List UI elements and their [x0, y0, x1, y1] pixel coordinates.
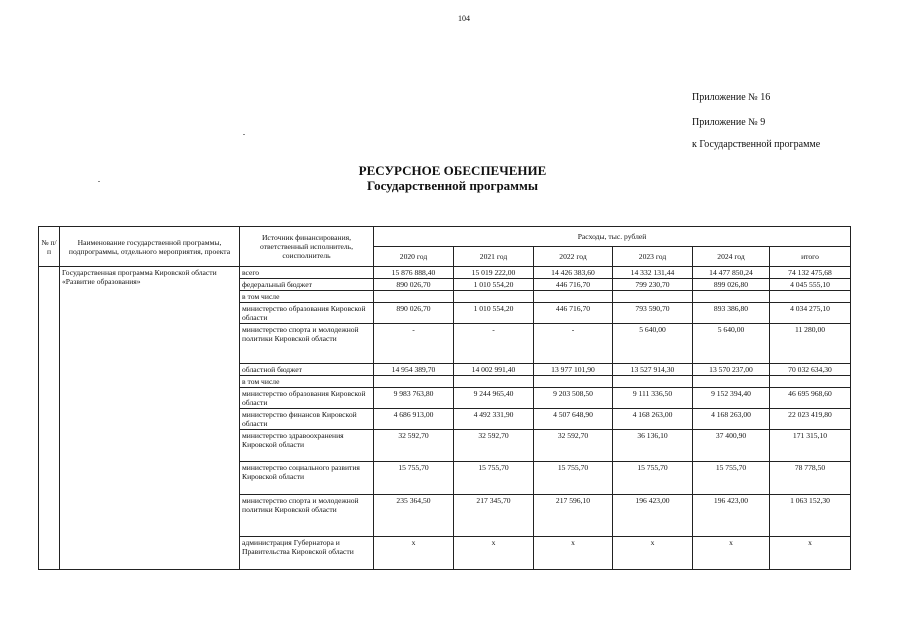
header-source: Источник финансирования, ответственный исполнитель, соисполнитель [240, 227, 374, 267]
total-cell: 46 695 968,60 [770, 388, 851, 409]
value-cell: 15 755,70 [613, 462, 693, 495]
total-cell: 11 280,00 [770, 324, 851, 364]
appendix-line-1: Приложение № 16 [692, 92, 771, 103]
program-name-cell: Государственная программа Кировской области «Развитие образования» [60, 267, 240, 570]
header-year: 2020 год [374, 247, 454, 267]
source-cell: федеральный бюджет [240, 279, 374, 291]
source-cell: министерство спорта и молодежной политики Кировской области [240, 324, 374, 364]
value-cell: 9 152 394,40 [693, 388, 770, 409]
value-cell: 13 527 914,30 [613, 364, 693, 376]
value-cell: х [374, 537, 454, 570]
value-cell: х [693, 537, 770, 570]
value-cell [693, 376, 770, 388]
title-line-1: РЕСУРСНОЕ ОБЕСПЕЧЕНИЕ [358, 163, 547, 178]
value-cell: 9 111 336,50 [613, 388, 693, 409]
value-cell: 15 755,70 [374, 462, 454, 495]
header-year: 2024 год [693, 247, 770, 267]
source-cell: министерство образования Кировской области [240, 303, 374, 324]
value-cell: 13 977 101,90 [534, 364, 613, 376]
header-year: 2023 год [613, 247, 693, 267]
value-cell: 799 230,70 [613, 279, 693, 291]
header-expenses: Расходы, тыс. рублей [374, 227, 851, 247]
value-cell: 196 423,00 [613, 495, 693, 537]
value-cell: 446 716,70 [534, 279, 613, 291]
value-cell: 890 026,70 [374, 303, 454, 324]
value-cell: 14 426 383,60 [534, 267, 613, 279]
value-cell: 9 244 965,40 [454, 388, 534, 409]
value-cell: 217 596,10 [534, 495, 613, 537]
value-cell: 1 010 554,20 [454, 303, 534, 324]
page-number: 104 [458, 14, 470, 23]
value-cell: 15 019 222,00 [454, 267, 534, 279]
document-title [0, 163, 905, 193]
source-cell: всего [240, 267, 374, 279]
source-cell: областной бюджет [240, 364, 374, 376]
value-cell: - [534, 324, 613, 364]
value-cell: 4 168 263,00 [613, 409, 693, 430]
title-line-2: Государственной программы [366, 178, 539, 193]
value-cell: 15 755,70 [693, 462, 770, 495]
total-cell: 4 034 275,10 [770, 303, 851, 324]
value-cell [693, 291, 770, 303]
value-cell [374, 291, 454, 303]
value-cell: 32 592,70 [454, 430, 534, 462]
value-cell: 890 026,70 [374, 279, 454, 291]
value-cell: 5 640,00 [693, 324, 770, 364]
value-cell [613, 376, 693, 388]
total-cell: 22 023 419,80 [770, 409, 851, 430]
header-total: итого [770, 247, 851, 267]
total-cell: 74 132 475,68 [770, 267, 851, 279]
source-cell: министерство спорта и молодежной политики Кировской области [240, 495, 374, 537]
total-cell: 78 778,50 [770, 462, 851, 495]
value-cell: 4 507 648,90 [534, 409, 613, 430]
value-cell [534, 376, 613, 388]
value-cell: 196 423,00 [693, 495, 770, 537]
source-cell: администрация Губернатора и Правительства Кировской области [240, 537, 374, 570]
value-cell [374, 376, 454, 388]
value-cell: 1 010 554,20 [454, 279, 534, 291]
source-cell: в том числе [240, 291, 374, 303]
table-body [39, 267, 851, 570]
header-year: 2022 год [534, 247, 613, 267]
value-cell: 15 876 888,40 [374, 267, 454, 279]
row-number-cell [39, 267, 60, 570]
value-cell: 14 332 131,44 [613, 267, 693, 279]
value-cell: х [534, 537, 613, 570]
value-cell [454, 376, 534, 388]
value-cell: х [454, 537, 534, 570]
table-row [39, 267, 851, 279]
value-cell: 893 386,80 [693, 303, 770, 324]
appendix-line-2: Приложение № 9 [692, 117, 766, 128]
total-cell: х [770, 537, 851, 570]
value-cell: 4 686 913,00 [374, 409, 454, 430]
value-cell: 235 364,50 [374, 495, 454, 537]
scan-speck [98, 181, 100, 182]
value-cell [613, 291, 693, 303]
source-cell: министерство социального развития Кировской области [240, 462, 374, 495]
source-cell: в том числе [240, 376, 374, 388]
value-cell: 217 345,70 [454, 495, 534, 537]
value-cell: х [613, 537, 693, 570]
header-name: Наименование государственной программы, подпрограммы, отдельного мероприятия, проекта [60, 227, 240, 267]
value-cell: 37 400,90 [693, 430, 770, 462]
value-cell: 446 716,70 [534, 303, 613, 324]
source-cell: министерство образования Кировской области [240, 388, 374, 409]
value-cell: 32 592,70 [534, 430, 613, 462]
value-cell: 9 203 508,50 [534, 388, 613, 409]
total-cell: 171 315,10 [770, 430, 851, 462]
total-cell [770, 376, 851, 388]
source-cell: министерство здравоохранения Кировской области [240, 430, 374, 462]
value-cell: 14 954 389,70 [374, 364, 454, 376]
value-cell: 36 136,10 [613, 430, 693, 462]
total-cell: 1 063 152,30 [770, 495, 851, 537]
value-cell: 9 983 763,80 [374, 388, 454, 409]
value-cell: 4 168 263,00 [693, 409, 770, 430]
value-cell: 15 755,70 [454, 462, 534, 495]
total-cell: 70 032 634,30 [770, 364, 851, 376]
value-cell [454, 291, 534, 303]
header-no: № п/п [39, 227, 60, 267]
value-cell: - [374, 324, 454, 364]
value-cell: 15 755,70 [534, 462, 613, 495]
source-cell: министерство финансов Кировской области [240, 409, 374, 430]
value-cell: 13 570 237,00 [693, 364, 770, 376]
value-cell: 32 592,70 [374, 430, 454, 462]
resource-table [38, 226, 851, 570]
scan-speck [243, 134, 245, 135]
value-cell: 793 590,70 [613, 303, 693, 324]
value-cell [534, 291, 613, 303]
appendix-line-3: к Государственной программе [692, 139, 821, 150]
value-cell: 899 026,80 [693, 279, 770, 291]
total-cell [770, 291, 851, 303]
value-cell: 4 492 331,90 [454, 409, 534, 430]
header-year: 2021 год [454, 247, 534, 267]
value-cell: - [454, 324, 534, 364]
value-cell: 14 477 850,24 [693, 267, 770, 279]
value-cell: 14 002 991,40 [454, 364, 534, 376]
total-cell: 4 045 555,10 [770, 279, 851, 291]
value-cell: 5 640,00 [613, 324, 693, 364]
